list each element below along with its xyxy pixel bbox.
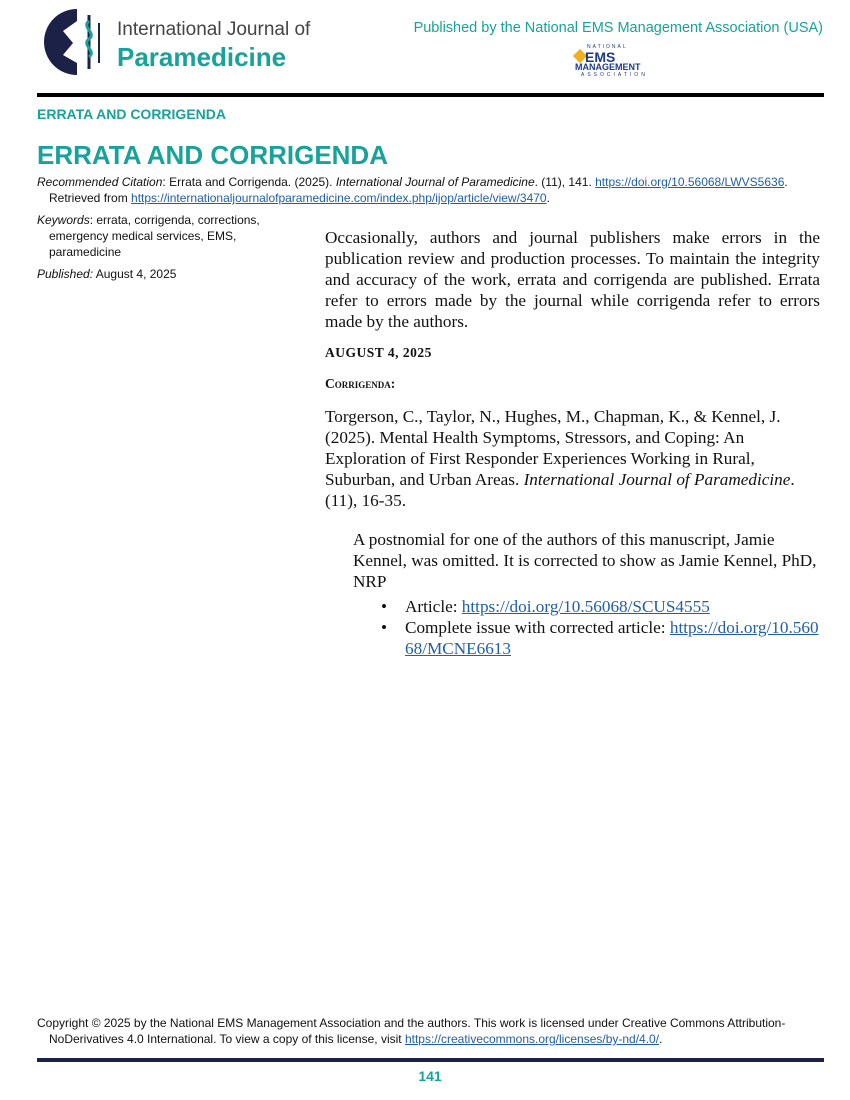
intro-paragraph: Occasionally, authors and journal publishers make errors in the publication review and production processes. To maintain the integrity and accuracy of the work, errata and corrigenda are published. Errata refer to errors made by the journal while corrigenda refer to errors made by the authors. [325,228,820,331]
citation-label: Recommended Citation [37,175,163,189]
citation-doi-link[interactable]: https://doi.org/10.56068/LWVS5636 [595,175,785,189]
article-meta [37,212,297,288]
citation-url-link[interactable]: https://internationaljournalofparamedicine.com/index.php/ijop/article/view/3470 [131,191,547,205]
date-heading: AUGUST 4, 2025 [325,345,432,360]
corrigenda-heading: Corrigenda: [325,376,396,391]
two-column-layout [37,212,827,659]
copyright-text: Copyright © 2025 by the National EMS Management Association and the authors. This work is licensed under Creative Commons Attribution-NoDerivatives 4.0 International. To view a copy of this license, visit [37,1016,786,1046]
svg-text:MANAGEMENT: MANAGEMENT [575,62,641,72]
section-label: ERRATA AND CORRIGENDA [37,106,226,122]
issue-link[interactable]: https://doi.org/10.56068/MCNE6613 [405,618,819,658]
published-text: August 4, 2025 [93,267,177,281]
keywords-text: : errata, corrigenda, corrections, emergency medical services, EMS, paramedicine [49,213,260,259]
published-label: Published: [37,267,94,281]
reference-text: Torgerson, C., Taylor, N., Hughes, M., Chapman, K., & Kennel, J. (2025). Mental Health Symptoms, Stressors, and Coping: An Exploration of First Responder Experiences Working in Rural, Suburban, and Urban Areas. [325,407,781,489]
list-item [405,617,820,659]
links-list [405,596,820,659]
keywords [37,212,297,260]
reference [325,406,820,511]
footer-rule [37,1058,824,1062]
header-rule [37,93,824,97]
license-link[interactable]: https://creativecommons.org/licenses/by-nd/4.0/ [404,1032,660,1046]
list-item [405,596,820,617]
reference-text: . (11), 16-35. [325,470,795,510]
article-link[interactable]: https://doi.org/10.56068/SCUS4555 [461,597,710,616]
svg-text:EMS: EMS [585,49,616,65]
svg-text:ASSOCIATION: ASSOCIATION [581,72,648,77]
citation-journal: International Journal of Paramedicine [335,175,535,189]
nemsma-logo [573,43,657,77]
keywords-label: Keywords [37,213,90,227]
journal-name-line2: Paramedicine [117,42,287,72]
journal-name-line1: International Journal of [117,19,311,40]
citation-text: . (11), 141. [534,175,596,189]
citation-text: . Retrieved from [49,175,788,205]
published-date [37,266,297,282]
link-label: Complete issue with corrected article: [405,618,670,637]
paramedicine-emblem-icon [37,7,107,77]
copyright-footer [37,1015,827,1047]
citation-text: . [546,191,550,205]
page-number: 141 [418,1068,442,1084]
copyright-text: . [659,1032,663,1046]
recommended-citation [37,174,827,206]
link-label: Article: [405,597,462,616]
citation-text: : Errata and Corrigenda. (2025). [162,175,336,189]
publisher-line: Published by the National EMS Management Association (USA) [413,20,823,36]
page-title: ERRATA AND CORRIGENDA [37,140,388,170]
article-body [325,227,820,659]
correction-paragraph: A postnomial for one of the authors of this manuscript, Jamie Kennel, was omitted. It is corrected to show as Jamie Kennel, PhD, NRP [353,530,817,591]
journal-logo [37,7,327,79]
reference-journal: International Journal of Paramedicine [523,470,791,489]
svg-text:NATIONAL: NATIONAL [587,44,628,50]
article-content [37,174,827,659]
